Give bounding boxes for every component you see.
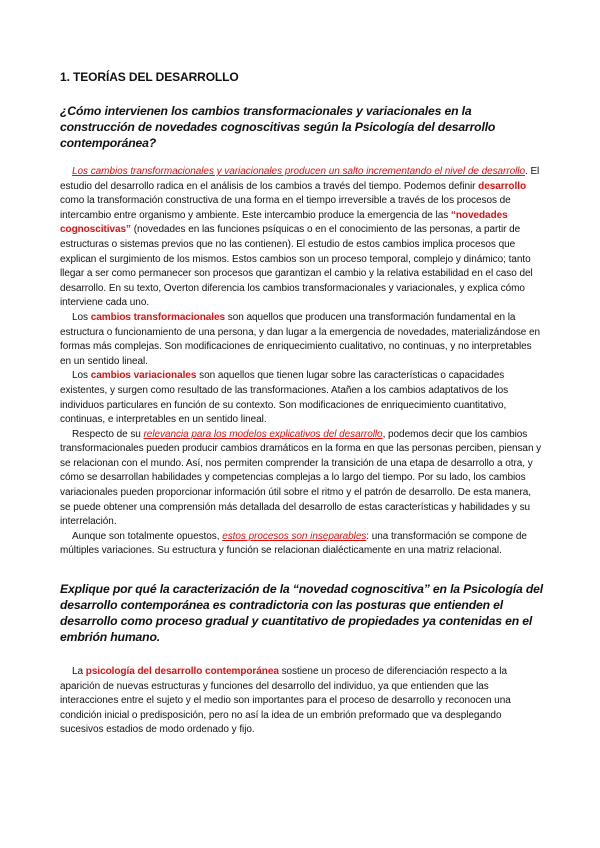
p4-text-2: , podemos decir que los cambios transformacionales pueden producir cambios dramáticos en la forma en que las personas perciben, piensan y se relacionan con el mundo. Así, nos permiten comprender la transición de una etapa de desarrollo a otra, y cómo se desarrollan habilidades y competencias complejas a lo largo del tiempo. Por su lado, los cambios variacionales pueden proporcionar información útil sobre el ritmo y el patrón de desarrollo. De esta manera, se puede obtener una comprensión más detallada del desarrollo de estas características y habilidades y su interrelación. <box>60 428 542 528</box>
paragraph-1 <box>60 165 544 311</box>
p6-text-1: La <box>72 666 86 678</box>
term-psicologia-contemporanea: psicología del desarrollo contemporánea <box>85 666 279 678</box>
section-heading: 1. TEORÍAS DEL DESARROLLO <box>60 70 239 84</box>
p5-text-1: Aunque son totalmente opuestos, <box>72 530 223 542</box>
highlight-link-2[interactable]: relevancia para los modelos explicativos del desarrollo <box>143 428 383 440</box>
paragraph-3 <box>60 369 544 427</box>
paragraph-4 <box>60 428 544 530</box>
question-1: ¿Cómo intervienen los cambios transformacionales y variacionales en la construcción de novedades cognoscitivas según la Psicología del desarrollo contemporánea? <box>60 104 496 150</box>
p2-text-2: son aquellos que producen una transformación fundamental en la estructura o funcionamiento de una persona, y dan lugar a la emergencia de novedades, materializándose en formas más complejas. Son modificaciones de enriquecimiento cualitativo, no continuas, y no interpretables en un sentido lineal. <box>60 311 541 367</box>
p4-text-1: Respecto de su <box>72 428 144 440</box>
paragraph-5 <box>60 530 544 559</box>
p1-text-3: (novedades en las funciones psíquicas o en el conocimiento de las personas, a partir de estructuras o sistemas previos que no las contienen). El estudio de estos cambios implica procesos que explican el surgimiento de los mismos. Estos cambios son un proceso temporal, complejo y dinámico; tanto llegar a ser como permanecer son procesos que garantizan el cambio y la relativa estabilidad en el caso del desarrollo. En su texto, Overton diferencia los cambios transformacionales y variacionales, y explica cómo interviene cada uno. <box>60 224 533 309</box>
p3-text-2: son aquellos que tienen lugar sobre las características o capacidades existentes, y surgen como resultado de las transformaciones. Atañen a los cambios adaptativos de los individuos particulares en función de su contexto. Son modificaciones de enriquecimiento cuantitativo, continuas, e interpretables en un sentido lineal. <box>60 370 509 426</box>
document-body <box>60 60 544 738</box>
question-2: Explique por qué la caracterización de la “novedad cognoscitiva” en la Psicología del desarrollo contemporánea es contradictoria con las posturas que entienden el desarrollo como proceso gradual y cuantitativo de propiedades ya contenidas en el embrión humano. <box>60 582 544 645</box>
p1-text-1: . El estudio del desarrollo radica en el análisis de los cambios a través del tiempo. Podemos definir <box>60 166 540 192</box>
highlight-link-3[interactable]: estos procesos son inseparables <box>222 530 367 542</box>
term-cambios-transformacionales: cambios transformacionales <box>90 311 226 323</box>
term-desarrollo: desarrollo <box>478 180 527 192</box>
paragraph-2 <box>60 311 544 369</box>
p1-text-2: como la transformación constructiva de una forma en el tiempo irreversible a través de los procesos de intercambio entre organismo y ambiente. Este intercambio produce la emergencia de las <box>60 195 511 221</box>
p5-text-2: : una transformación se compone de múltiples variaciones. Su estructura y función se relacionan dialécticamente en una matriz relacional. <box>60 530 527 557</box>
paragraph-6 <box>60 665 544 738</box>
p2-text-1: Los <box>72 311 91 323</box>
term-novedades-cognoscitivas: “novedades cognoscitivas” <box>60 209 508 236</box>
p6-text-2: sostiene un proceso de diferenciación respecto a la aparición de nuevas estructuras y funciones del desarrollo del individuo, ya que entienden que las interacciones entre el sujeto y el medio son importantes para el proceso de desarrollo y reconocen una condición inicial o predisposición, pero no así la idea de un embrión preformado que va desplegando sucesivos estadios de modo ordenado y fijo. <box>60 666 511 736</box>
p3-text-1: Los <box>72 370 91 382</box>
term-cambios-variacionales: cambios variacionales <box>90 370 197 382</box>
highlight-link-1[interactable]: Los cambios transformacionales y variacionales producen un salto incrementando el nivel de desarrollo <box>72 166 525 177</box>
